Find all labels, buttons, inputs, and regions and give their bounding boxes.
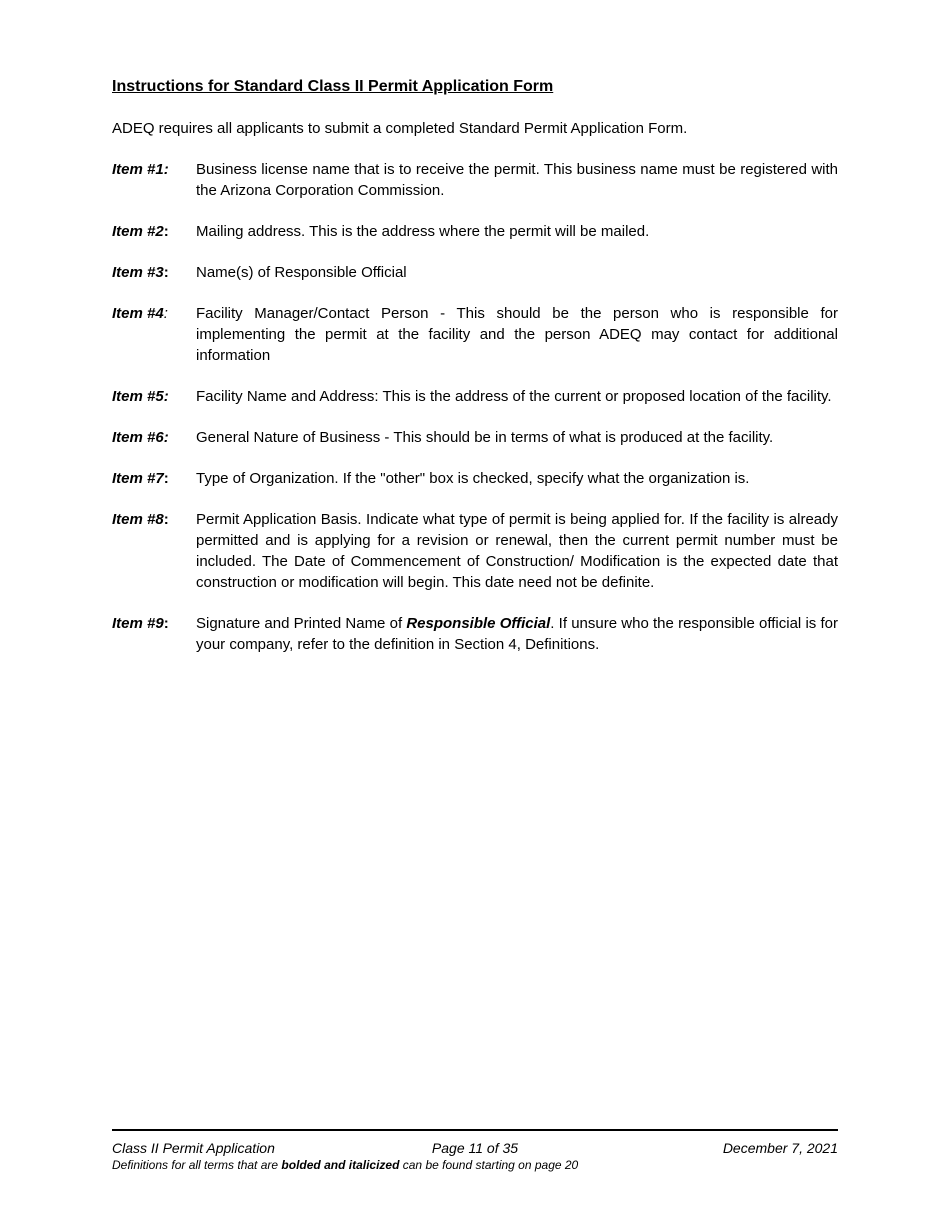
footer-row: [112, 1139, 838, 1157]
item-label: Item #5:: [112, 388, 169, 405]
footer-doc-title: Class II Permit Application: [112, 1140, 275, 1156]
item-6: [112, 427, 838, 448]
item-label: Item #9: [112, 615, 164, 632]
item-label: Item #4: [112, 305, 164, 322]
item-text: General Nature of Business - This should be in terms of what is produced at the facility.: [196, 429, 774, 446]
item-9: [112, 613, 838, 655]
item-colon: :: [163, 305, 168, 322]
item-3: [112, 262, 838, 283]
responsible-official-term: Responsible Official: [406, 615, 551, 632]
item-label: Item #7: [112, 470, 164, 487]
item-label: Item #6:: [112, 429, 169, 446]
item-colon: :: [163, 511, 169, 528]
footer-note-emphasis: bolded and italicized: [281, 1158, 400, 1172]
item-2: [112, 221, 838, 242]
page-title: Instructions for Standard Class II Permit Application Form: [112, 78, 554, 95]
item-7: [112, 468, 838, 489]
item-text: Mailing address. This is the address where the permit will be mailed.: [196, 223, 650, 240]
item-text: Type of Organization. If the "other" box is checked, specify what the organization is.: [196, 470, 750, 487]
item-colon: :: [163, 264, 169, 281]
item-colon: :: [163, 223, 169, 240]
item-text-after: . If unsure who the responsible official is for your company, refer to the definition in Section 4, Definitions.: [196, 615, 838, 653]
item-label: Item #1:: [112, 161, 169, 178]
item-colon: :: [163, 470, 169, 487]
item-text: Facility Manager/Contact Person - This should be the person who is responsible for implementing the permit at the facility and the person ADEQ may contact for additional information: [196, 305, 838, 364]
item-label: Item #2: [112, 223, 164, 240]
item-5: [112, 386, 838, 407]
item-text: Business license name that is to receive the permit. This business name must be registered with the Arizona Corporation Commission.: [196, 161, 838, 199]
item-text: Facility Name and Address: This is the address of the current or proposed location of the facility.: [196, 388, 832, 405]
item-label: Item #3: [112, 264, 164, 281]
document-page: [112, 78, 838, 675]
page-footer: [112, 1129, 838, 1173]
footer-note-before: Definitions for all terms that are: [112, 1158, 282, 1172]
item-text-before: Signature and Printed Name of: [196, 615, 407, 632]
item-text: Permit Application Basis. Indicate what type of permit is being applied for. If the facility is already permitted and is applying for a revision or renewal, then the current permit number must be included. The Date of Commencement of Construction/ Modification is the expected date that construction or modification will begin. This date need not be definite.: [196, 511, 838, 591]
item-1: [112, 159, 838, 201]
footer-date: December 7, 2021: [722, 1140, 838, 1156]
item-colon: :: [163, 615, 169, 632]
footer-page-number: Page 11 of 35: [431, 1140, 519, 1156]
intro-paragraph: ADEQ requires all applicants to submit a completed Standard Permit Application Form.: [112, 120, 688, 137]
item-8: [112, 509, 838, 593]
footer-note-after: can be found starting on page 20: [399, 1158, 579, 1172]
item-4: [112, 303, 838, 366]
item-label: Item #8: [112, 511, 164, 528]
footer-definitions-note: [112, 1157, 838, 1173]
item-text: Name(s) of Responsible Official: [196, 264, 407, 281]
